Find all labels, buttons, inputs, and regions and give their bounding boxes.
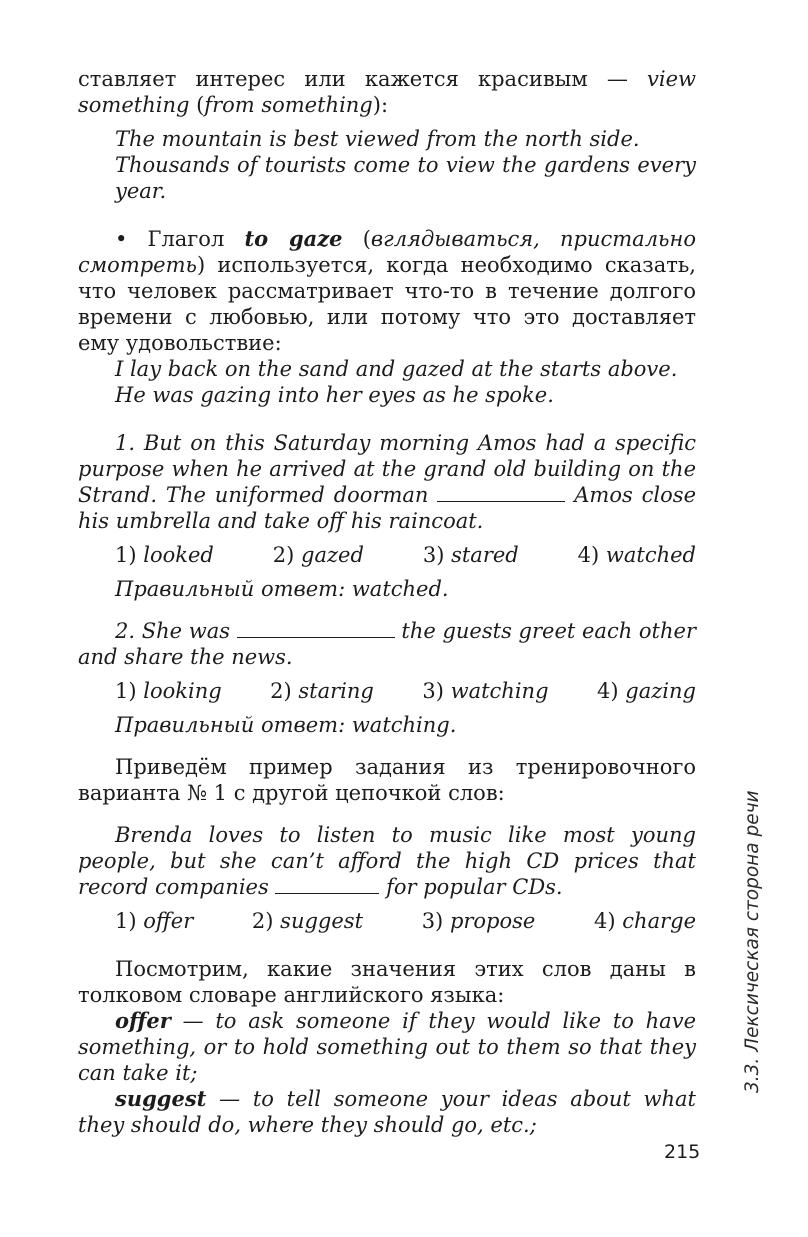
intro-line-1 (78, 66, 696, 92)
page-body (78, 66, 696, 1138)
section-side-label: 3.3. Лексическая сторона речи (742, 790, 763, 1093)
intro-text: ставляет интерес или кажется красивым — (78, 67, 648, 91)
page-number: 215 (664, 1141, 701, 1163)
gaze-example-2: He was gazing into her eyes as he spoke. (115, 383, 554, 407)
task-2-answer: Правильный ответ: watching. (115, 713, 457, 737)
task-1-options (78, 542, 696, 568)
view-example-1: The mountain is best viewed from the north side. (115, 127, 640, 151)
dictionary-intro: Посмотрим, какие значения этих слов даны в толковом словаре английского языка: (78, 957, 696, 1007)
task-2-after: the guests greet each other and share the news. (78, 619, 696, 669)
option: 4) charge (594, 909, 696, 933)
task-1-text (78, 430, 696, 534)
option: 1) offer (115, 909, 194, 933)
option: 3) watching (422, 679, 549, 703)
gaze-example-1: I lay back on the sand and gazed at the starts above. (115, 357, 678, 381)
task-2-before: 2. She was (115, 619, 237, 643)
gaze-paren-open: ( (342, 227, 371, 251)
task-1-before: 1. But on this Saturday morning Amos had a specific purpose when he arrived at the grand old building on the Strand. The uniformed doorman (78, 431, 696, 507)
definition-suggest: suggest — to tell someone your ideas about what they should do, where they should go, etc.; (78, 1086, 696, 1137)
definition-offer: offer — to ask someone if they would like to have something, or to hold something out to them so that they can take it; (78, 1008, 696, 1085)
definition-text: to ask someone if they would like to have something, or to hold something out to them so that they can take it; (78, 1009, 696, 1085)
gaze-bullet: • Глагол (115, 227, 245, 251)
intro-line-2 (78, 92, 696, 118)
definition-word: suggest (115, 1086, 207, 1111)
option: 3) stared (422, 543, 519, 567)
option: 1) looked (115, 543, 214, 567)
gaze-gloss: вглядываться, пристально смотреть (78, 227, 696, 277)
gaze-explanation: ) используется, когда необходимо сказать, что человек рассматривает что-то в течение долгого времени с любовью, или потому что это доставляет ему удовольствие: (78, 253, 696, 355)
task-1-answer: Правильный ответ: watched. (115, 577, 449, 601)
option: 3) propose (421, 909, 536, 933)
task-2-options (78, 678, 696, 704)
task-3-text (78, 822, 696, 900)
task-1-blank (437, 483, 565, 502)
intro-something: something (78, 93, 190, 117)
task-3-options (78, 908, 696, 934)
option: 4) watched (577, 543, 696, 567)
definition-text: to tell someone your ideas about what they should do, where they should go, etc.; (78, 1087, 696, 1137)
task-3-after: for popular CDs. (379, 875, 563, 899)
intro-paren-open: ( (189, 93, 205, 117)
view-example-2: Thousands of tourists come to view the gardens every year. (115, 153, 696, 203)
task-3-blank (275, 875, 379, 894)
option: 1) looking (115, 679, 222, 703)
option: 2) staring (270, 679, 374, 703)
option: 4) gazing (597, 679, 696, 703)
task-2-blank (237, 619, 395, 638)
example-intro: Приведём пример задания из тренировочного варианта № 1 с другой цепочкой слов: (78, 755, 696, 805)
task-3-before: Brenda loves to listen to music like most young people, but she can’t afford the high CD prices that record companies (78, 823, 696, 899)
intro-paren-close: ): (372, 93, 389, 117)
definition-word: offer (115, 1008, 171, 1033)
gaze-word: to gaze (244, 226, 343, 251)
intro-from-something: from something (204, 93, 373, 117)
option: 2) suggest (251, 909, 364, 933)
option: 2) gazed (272, 543, 364, 567)
task-1-after: Amos close his umbrella and take off his raincoat. (78, 483, 696, 533)
gaze-paragraph (78, 226, 696, 356)
intro-view: view (647, 67, 696, 91)
task-2-text (78, 618, 696, 670)
